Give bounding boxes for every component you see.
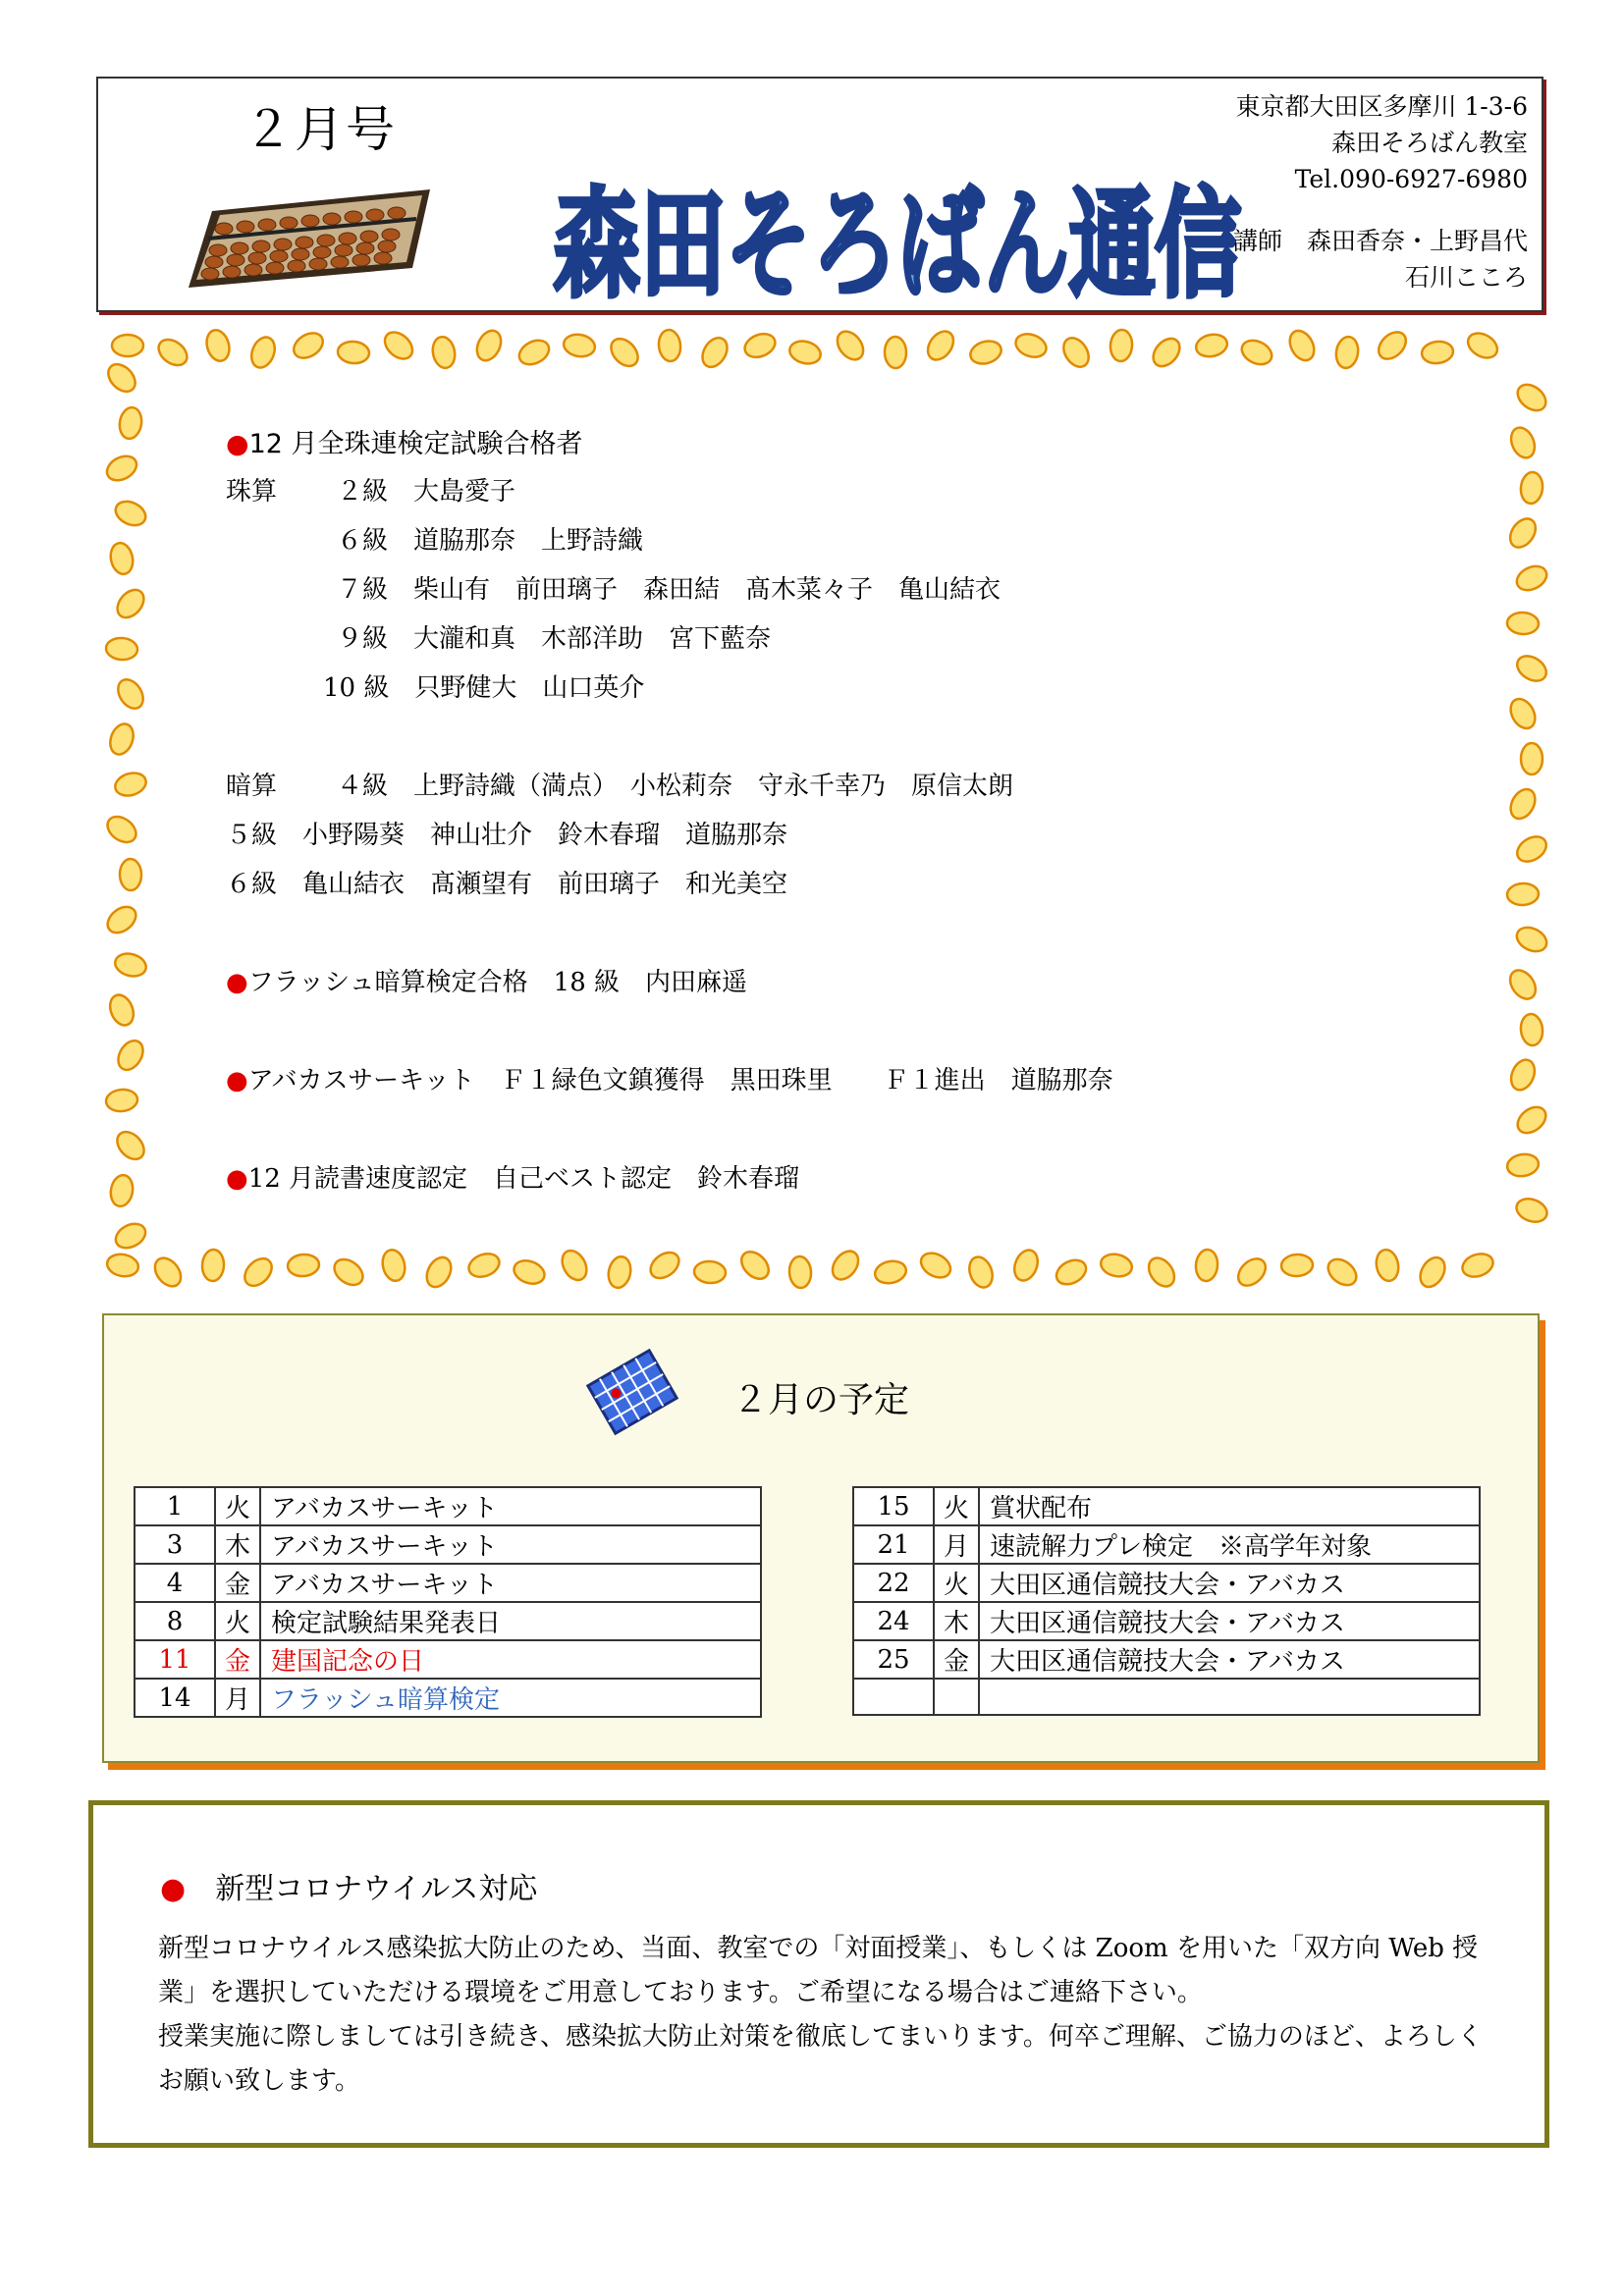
frame-bead bbox=[106, 991, 137, 1029]
circuit-result: ●アバカスサーキット Ｆ１緑色文鎮獲得 黒田珠里 Ｆ１進出 道脇那奈 bbox=[226, 1066, 1113, 1095]
frame-bead bbox=[112, 1219, 150, 1253]
frame-bead bbox=[1506, 785, 1541, 824]
february-schedule bbox=[102, 1313, 1540, 1763]
weekday-cell bbox=[934, 1679, 979, 1715]
frame-bead bbox=[149, 1254, 186, 1292]
event-cell: アバカスサーキット bbox=[260, 1487, 761, 1525]
frame-bead bbox=[1148, 334, 1185, 372]
day-cell: 24 bbox=[853, 1602, 934, 1640]
frame-bead bbox=[917, 1249, 955, 1283]
frame-bead bbox=[1010, 1247, 1042, 1284]
result-row: ７級 柴山有 前田璃子 森田結 髙木菜々子 亀山結衣 bbox=[337, 575, 1001, 605]
frame-bead bbox=[112, 585, 149, 623]
frame-bead bbox=[1194, 332, 1229, 359]
lecturers-line-2: 石川こころ bbox=[1404, 263, 1528, 292]
frame-bead bbox=[113, 950, 149, 980]
weekday-cell: 火 bbox=[215, 1602, 260, 1640]
day-cell: 21 bbox=[853, 1525, 934, 1564]
frame-bead bbox=[1144, 1254, 1180, 1292]
table-row bbox=[853, 1525, 1480, 1564]
day-cell: 25 bbox=[853, 1640, 934, 1679]
result-row: ４級 上野詩織（満点） 小松莉奈 守永千幸乃 原信太朗 bbox=[337, 772, 1014, 801]
frame-bead bbox=[1506, 882, 1539, 906]
frame-bead bbox=[646, 1248, 684, 1284]
frame-bead bbox=[287, 1254, 320, 1278]
issue-label: ２月号 bbox=[244, 101, 397, 158]
table-row bbox=[853, 1602, 1480, 1640]
frame-bead bbox=[1421, 340, 1454, 365]
table-row bbox=[853, 1640, 1480, 1679]
frame-bead bbox=[885, 337, 907, 368]
frame-bead bbox=[430, 335, 458, 370]
frame-bead bbox=[1506, 612, 1539, 635]
day-cell: 14 bbox=[135, 1679, 215, 1717]
frame-bead bbox=[697, 334, 731, 372]
result-row: 10 級 只野健大 山口英介 bbox=[323, 673, 645, 703]
telephone: Tel.090-6927-6980 bbox=[1294, 165, 1528, 193]
frame-bead bbox=[1415, 1254, 1449, 1292]
frame-bead bbox=[1513, 923, 1550, 956]
weekday-cell: 金 bbox=[215, 1640, 260, 1679]
frame-bead bbox=[606, 1255, 633, 1290]
frame-bead bbox=[1519, 1013, 1543, 1046]
notice-paragraph: 授業実施に際しましては引き続き、感染拡大防止対策を徹底してまいります。何卒ご理解、ご協力のほど、よろしくお願い致します。 bbox=[158, 2022, 1483, 2096]
frame-bead bbox=[606, 334, 643, 371]
frame-bead bbox=[112, 1127, 149, 1164]
weekday-cell: 金 bbox=[934, 1640, 979, 1679]
frame-bead bbox=[693, 1260, 726, 1284]
abacus-category-label: 珠算 bbox=[226, 477, 278, 507]
frame-bead bbox=[103, 359, 140, 397]
event-cell: 大田区通信競技大会・アバカス bbox=[979, 1602, 1480, 1640]
frame-bead bbox=[511, 1256, 548, 1288]
event-cell: アバカスサーキット bbox=[260, 1525, 761, 1564]
table-row bbox=[135, 1487, 761, 1525]
frame-bead bbox=[967, 338, 1003, 367]
day-cell: 1 bbox=[135, 1487, 215, 1525]
schedule-table-right bbox=[852, 1486, 1481, 1716]
frame-bead bbox=[1459, 1250, 1495, 1280]
frame-bead bbox=[201, 1249, 225, 1281]
frame-bead bbox=[113, 675, 148, 714]
frame-bead bbox=[1505, 966, 1541, 1004]
day-cell bbox=[853, 1679, 934, 1715]
schedule-title: ２月の予定 bbox=[732, 1380, 910, 1420]
lecturers-line-1: 講師 森田香奈・上野昌代 bbox=[1232, 227, 1528, 255]
notice-paragraph: 新型コロナウイルス感染拡大防止のため、当面、教室での「対面授業」、もしくは Zoom を用いた「双方向 Web 授業」を選択していただける環境をご用意しております。ご希望になる場合はご連絡下さい。 bbox=[158, 1934, 1479, 2007]
frame-bead bbox=[1513, 831, 1551, 867]
frame-bead bbox=[1053, 1255, 1091, 1289]
frame-bead bbox=[832, 327, 868, 365]
day-cell: 3 bbox=[135, 1525, 215, 1564]
frame-bead bbox=[465, 1250, 503, 1281]
frame-bead bbox=[1280, 1254, 1313, 1277]
frame-bead bbox=[1012, 330, 1050, 361]
frame-bead bbox=[105, 637, 137, 661]
frame-bead bbox=[108, 541, 135, 576]
frame-bead bbox=[1238, 336, 1275, 368]
table-row bbox=[135, 1679, 761, 1717]
table-row bbox=[135, 1640, 761, 1679]
frame-bead bbox=[1374, 1248, 1401, 1283]
frame-bead bbox=[1110, 329, 1133, 361]
frame-bead bbox=[1324, 1254, 1362, 1290]
event-cell bbox=[979, 1679, 1480, 1715]
event-cell: 建国記念の日 bbox=[260, 1640, 761, 1679]
table-row bbox=[853, 1487, 1480, 1525]
event-cell: アバカスサーキット bbox=[260, 1564, 761, 1602]
frame-bead bbox=[1513, 651, 1551, 686]
frame-bead bbox=[1513, 561, 1550, 595]
weekday-cell: 火 bbox=[934, 1564, 979, 1602]
frame-bead bbox=[1233, 1254, 1271, 1291]
result-row: ９級 大瀧和真 木部洋助 宮下藍奈 bbox=[337, 624, 772, 654]
bullet-icon: ● bbox=[226, 968, 248, 997]
day-cell: 8 bbox=[135, 1602, 215, 1640]
frame-bead bbox=[1505, 1152, 1540, 1179]
frame-bead bbox=[380, 327, 418, 364]
frame-bead bbox=[240, 1254, 277, 1291]
weekday-cell: 火 bbox=[934, 1487, 979, 1525]
frame-bead bbox=[108, 1173, 135, 1207]
frame-bead bbox=[118, 405, 144, 440]
frame-bead bbox=[247, 334, 279, 371]
frame-bead bbox=[741, 330, 779, 361]
mental-category-label: 暗算 bbox=[226, 772, 278, 801]
frame-bead bbox=[203, 328, 233, 364]
result-row: ６級 亀山結衣 髙瀬望有 前田璃子 和光美空 bbox=[226, 870, 788, 899]
newsletter-title: 森田そろばん通信 bbox=[554, 175, 1241, 302]
weekday-cell: 木 bbox=[215, 1525, 260, 1564]
day-cell: 4 bbox=[135, 1564, 215, 1602]
frame-bead bbox=[1521, 743, 1543, 774]
frame-bead bbox=[112, 497, 149, 529]
weekday-cell: 金 bbox=[215, 1564, 260, 1602]
frame-bead bbox=[1374, 327, 1411, 364]
school-name: 森田そろばん教室 bbox=[1330, 129, 1528, 157]
frame-bead bbox=[1195, 1249, 1219, 1282]
day-cell: 15 bbox=[853, 1487, 934, 1525]
weekday-cell: 月 bbox=[215, 1679, 260, 1717]
table-row bbox=[853, 1564, 1480, 1602]
frame-bead bbox=[1334, 335, 1361, 369]
day-cell: 22 bbox=[853, 1564, 934, 1602]
frame-bead bbox=[1505, 514, 1541, 553]
result-row: ６級 道脇那奈 上野詩織 bbox=[337, 526, 644, 556]
frame-bead bbox=[112, 335, 143, 356]
frame-bead bbox=[154, 335, 192, 371]
flash-result: ●フラッシュ暗算検定合格 18 級 内田麻遥 bbox=[226, 968, 747, 997]
event-cell: 大田区通信競技大会・アバカス bbox=[979, 1640, 1480, 1679]
event-cell: 速読解力プレ検定 ※高学年対象 bbox=[979, 1525, 1480, 1564]
weekday-cell: 火 bbox=[215, 1487, 260, 1525]
frame-bead bbox=[515, 336, 554, 369]
frame-bead bbox=[1519, 471, 1543, 505]
notice-body bbox=[158, 1927, 1493, 2104]
results-heading: ●12 月全珠連検定試験合格者 bbox=[226, 429, 583, 459]
frame-bead bbox=[103, 452, 141, 485]
frame-bead bbox=[923, 327, 959, 365]
frame-bead bbox=[736, 1247, 774, 1284]
table-row bbox=[135, 1564, 761, 1602]
frame-bead bbox=[105, 1088, 138, 1112]
frame-bead bbox=[1099, 1252, 1134, 1280]
frame-bead bbox=[965, 1254, 997, 1291]
frame-bead bbox=[787, 338, 824, 367]
frame-bead bbox=[1513, 1101, 1551, 1138]
frame-bead bbox=[1506, 695, 1541, 733]
frame-bead bbox=[106, 721, 137, 758]
bullet-icon: ● bbox=[160, 1872, 187, 1906]
frame-bead bbox=[112, 770, 148, 799]
address: 東京都大田区多摩川 1-3-6 bbox=[1235, 92, 1528, 121]
weekday-cell: 木 bbox=[934, 1602, 979, 1640]
frame-bead bbox=[562, 332, 596, 358]
frame-bead bbox=[472, 327, 506, 364]
frame-bead bbox=[558, 1247, 592, 1285]
result-row: ５級 小野陽葵 神山壮介 鈴木春瑠 道脇那奈 bbox=[226, 821, 788, 850]
frame-bead bbox=[330, 1255, 368, 1291]
notice-heading: ● 新型コロナウイルス対応 bbox=[160, 1872, 538, 1906]
frame-bead bbox=[337, 341, 370, 365]
frame-bead bbox=[120, 859, 142, 890]
frame-bead bbox=[105, 1252, 140, 1279]
frame-bead bbox=[1507, 424, 1540, 461]
frame-bead bbox=[380, 1248, 408, 1283]
frame-bead bbox=[1513, 379, 1551, 415]
table-row bbox=[853, 1679, 1480, 1715]
weekday-cell: 月 bbox=[934, 1525, 979, 1564]
event-cell: 大田区通信競技大会・アバカス bbox=[979, 1564, 1480, 1602]
frame-bead bbox=[1513, 1195, 1550, 1226]
covid-notice bbox=[88, 1800, 1549, 2148]
frame-bead bbox=[873, 1258, 908, 1286]
bullet-icon: ● bbox=[226, 1164, 248, 1194]
frame-bead bbox=[828, 1247, 864, 1285]
bullet-icon: ● bbox=[226, 1066, 248, 1095]
calendar-icon bbox=[583, 1343, 681, 1441]
frame-bead bbox=[422, 1254, 456, 1292]
frame-bead bbox=[1058, 334, 1094, 372]
frame-bead bbox=[1285, 327, 1319, 365]
day-cell: 11 bbox=[135, 1640, 215, 1679]
frame-bead bbox=[290, 328, 328, 363]
table-row bbox=[135, 1525, 761, 1564]
bullet-icon: ● bbox=[226, 429, 249, 459]
reading-result: ●12 月読書速度認定 自己ベスト認定 鈴木春瑠 bbox=[226, 1164, 800, 1194]
frame-bead bbox=[1507, 1056, 1540, 1094]
frame-bead bbox=[657, 329, 681, 362]
event-cell: 検定試験結果発表日 bbox=[260, 1602, 761, 1640]
result-row: ２級 大島愛子 bbox=[337, 477, 516, 507]
schedule-table-left bbox=[134, 1486, 762, 1718]
frame-bead bbox=[103, 901, 141, 937]
frame-bead bbox=[113, 1037, 147, 1075]
table-row bbox=[135, 1602, 761, 1640]
frame-bead bbox=[788, 1255, 812, 1288]
frame-bead bbox=[103, 812, 141, 848]
event-cell: フラッシュ暗算検定 bbox=[260, 1679, 761, 1717]
event-cell: 賞状配布 bbox=[979, 1487, 1480, 1525]
frame-bead bbox=[1464, 328, 1502, 362]
